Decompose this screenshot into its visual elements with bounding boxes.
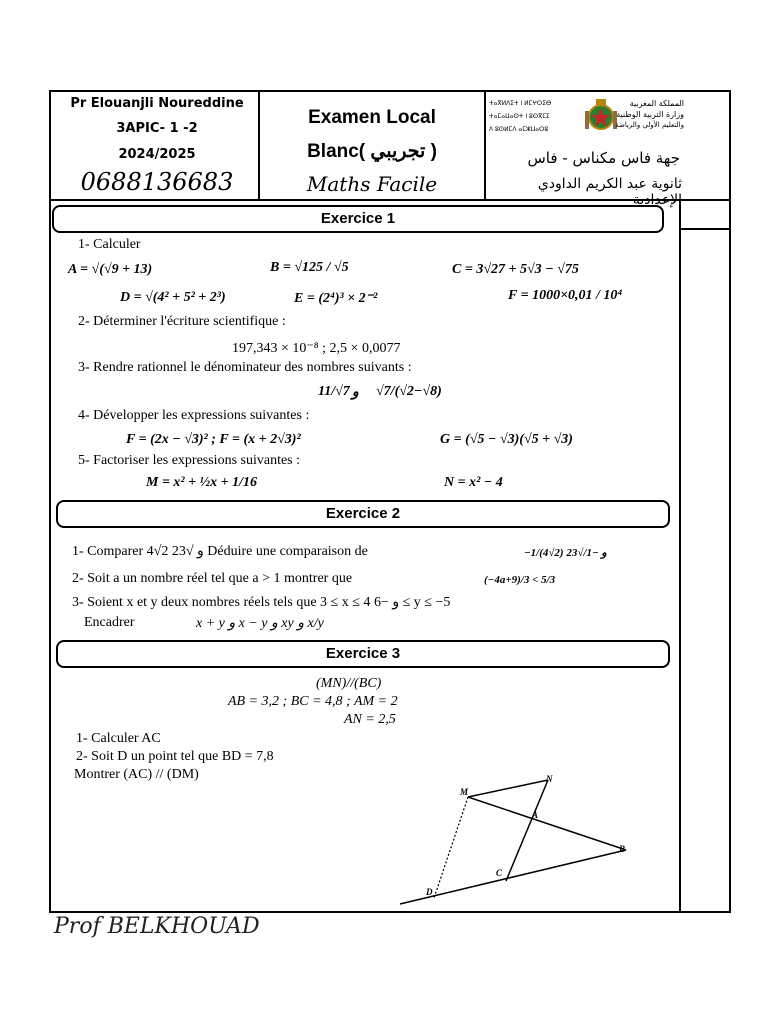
- tifinagh-line-2: ⵜⴰⵎⴰⵡⴰⵙⵜ ⵏ ⵓⵙⴳⵎⵉ: [489, 113, 550, 120]
- exam-title-line2: Blanc( تجريبي ): [307, 141, 437, 162]
- ex1-expr-G: G = (√5 − √3)(√5 + √3): [440, 432, 573, 447]
- segment-MN: [468, 780, 548, 797]
- region-label: جهة فاس مكناس - فاس: [527, 149, 680, 167]
- school-year: 2024/2025: [118, 147, 196, 162]
- ex1-expr-D: D = √(4² + 5² + 2³): [120, 290, 226, 305]
- margin-column-cap: [679, 228, 731, 230]
- ex1-expr-N: N = x² − 4: [444, 475, 503, 490]
- ex3-q2: 2- Soit D un point tel que BD = 7,8: [76, 749, 274, 764]
- tifinagh-line-1: ⵜⴰⴳⵍⴷⵉⵜ ⵏ ⵍⵎⵖⵔⵉⴱ: [489, 100, 552, 107]
- arabic-ministry-2: والتعليم الأولي والرياضة: [615, 121, 684, 129]
- ex1-expr-A: A = √(√9 + 13): [68, 262, 153, 277]
- ex1-q3: 3- Rendre rationnel le dénominateur des nombres suivants :: [78, 360, 412, 375]
- ex1-expr-F: F = 1000×0,01 / 10⁴: [508, 288, 623, 303]
- segment-MB: [468, 797, 626, 850]
- point-D-label: D: [426, 887, 433, 897]
- footer-signature: Prof BELKHOUAD: [54, 914, 260, 939]
- ex1-expr-C: C = 3√27 + 5√3 − √75: [452, 262, 579, 277]
- ex2-q1-fractions: −1/(4√2) و −1/√23: [524, 547, 607, 559]
- exam-title-line1: Examen Local: [308, 107, 436, 128]
- ex1-q5: 5- Factoriser les expressions suivantes :: [78, 453, 301, 468]
- ex1-expr-E: E = (2⁴)³ × 2⁻²: [294, 291, 378, 306]
- ex1-frac-1: 11/√7: [318, 384, 350, 399]
- ex2-q3-expressions: x + y و x − y و xy و x/y: [196, 616, 324, 631]
- ex2-q2-inequality: (−4a+9)/3 < 5/3: [484, 574, 556, 586]
- ex1-q4: 4- Développer les expressions suivantes :: [78, 408, 310, 423]
- school-name: ثانوية عبد الكريم الداودي الإعدادية: [537, 176, 682, 208]
- tifinagh-line-3: ⴷ ⵓⵙⵍⵎⴷ ⴰⵎⵣⵡⴰⵔⵓ: [489, 126, 549, 133]
- class-level: 3APIC- 1 -2: [116, 121, 198, 136]
- phone-number: 0688136683: [80, 168, 234, 196]
- header-col-divider-1: [258, 90, 260, 200]
- exercise-3-title: Exercice 3: [56, 640, 670, 668]
- point-B-label: B: [619, 844, 626, 854]
- ex2-q3: 3- Soient x et y deux nombres réels tels que 3 ≤ x ≤ 4 و −6 ≤ y ≤ −5: [72, 595, 451, 610]
- point-M-label: M: [460, 787, 469, 797]
- arabic-kingdom: المملكة المغربية: [629, 99, 684, 108]
- ex2-q1: 1- Comparer 4√2 و √23 Déduire une comparaison de: [72, 544, 368, 559]
- ex3-q1: 1- Calculer AC: [76, 731, 161, 746]
- ex1-q1: 1- Calculer: [78, 237, 141, 252]
- ex1-expr-M: M = x² + ½x + 1/16: [146, 475, 257, 490]
- author-name: Pr Elouanjli Noureddine: [70, 96, 244, 111]
- ex3-data-2: AN = 2,5: [344, 712, 396, 727]
- ex1-q2: 2- Déterminer l'écriture scientifique :: [78, 314, 286, 329]
- ex2-q3-encadrer: Encadrer: [84, 615, 135, 630]
- ex3-parallel: (MN)//(BC): [316, 676, 382, 691]
- point-N-label: N: [546, 774, 553, 784]
- point-C-label: C: [496, 868, 503, 878]
- exercise-1-title: Exercice 1: [52, 205, 664, 233]
- margin-column-divider: [679, 199, 681, 913]
- ex1-develop-expr: F = (2x − √3)² ; F = (x + 2√3)²: [126, 432, 301, 447]
- geometry-figure: [390, 770, 640, 910]
- brand-name: Maths Facile: [306, 172, 438, 196]
- point-A-label: A: [532, 810, 539, 820]
- segment-DB: [400, 850, 626, 904]
- ex1-frac-2: √7/(√2−√8): [376, 384, 442, 399]
- ex3-data-1: AB = 3,2 ; BC = 4,8 ; AM = 2: [228, 694, 398, 709]
- arabic-ministry: وزارة التربية الوطنية: [616, 110, 684, 119]
- exercise-2-title: Exercice 2: [56, 500, 670, 528]
- ex1-and-1: و: [352, 385, 359, 400]
- ex3-q3: Montrer (AC) // (DM): [74, 767, 199, 782]
- ex1-expr-B: B = √125 / √5: [270, 260, 349, 275]
- segment-MD-dotted: [434, 797, 468, 898]
- ex1-sci-numbers: 197,343 × 10⁻⁸ ; 2,5 × 0,0077: [232, 341, 401, 356]
- segment-NC: [506, 780, 548, 881]
- ex2-q2: 2- Soit a un nombre réel tel que a > 1 montrer que: [72, 571, 353, 586]
